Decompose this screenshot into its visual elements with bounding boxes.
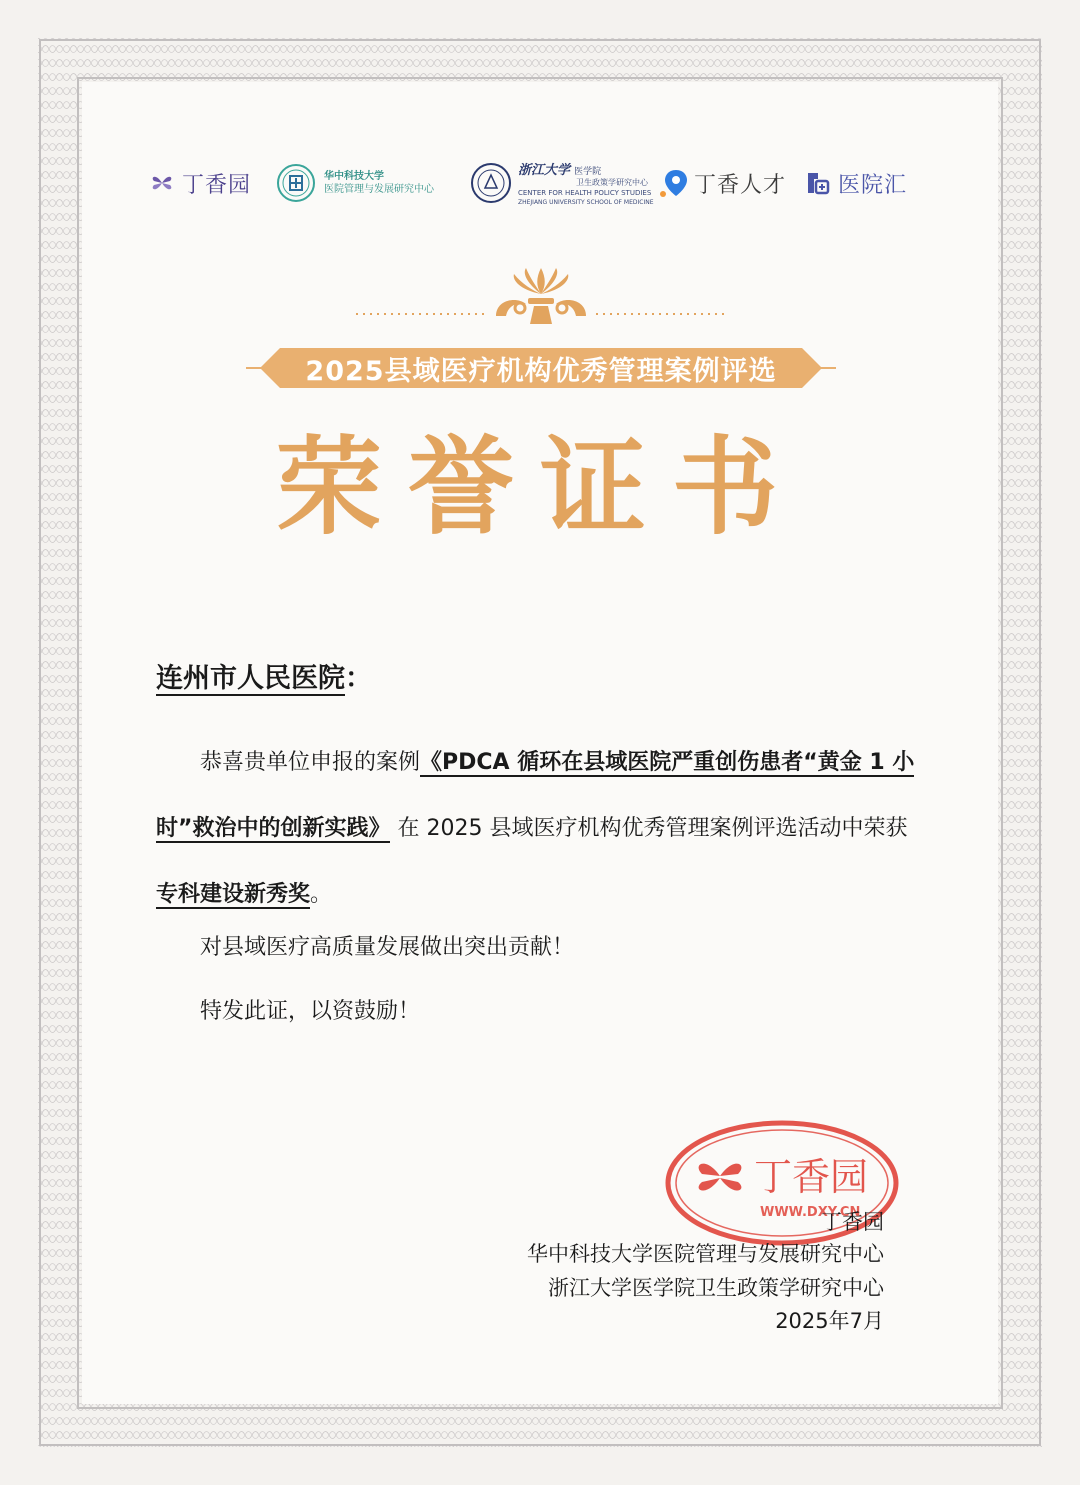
body-end: 。 — [310, 882, 333, 907]
dxy-logo-text: 丁香园 — [182, 172, 252, 198]
zju-logo-school: 医学院 — [574, 166, 602, 177]
recipient-colon: ： — [345, 663, 372, 694]
recipient-line — [156, 656, 372, 695]
signature-zju: 浙江大学医学院卫生政策学研究中心 — [548, 1276, 884, 1300]
hust-logo — [276, 156, 434, 210]
seal-flower-icon — [699, 1164, 742, 1191]
certificate-body-text — [156, 730, 916, 928]
certificate-title: 荣誉证书 — [276, 426, 804, 549]
dxy-logo — [148, 156, 251, 210]
issue-date: 2025年7月 — [775, 1309, 884, 1333]
signature-dxy: 丁香园 — [821, 1210, 884, 1234]
location-pin-icon — [658, 166, 690, 200]
encouragement-line: 特发此证，以资鼓励！ — [200, 999, 421, 1024]
zju-logo-en2: ZHEJIANG UNIVERSITY SCHOOL OF MEDICINE — [518, 198, 654, 206]
seal-url: WWW.DXY.CN — [760, 1205, 861, 1220]
seal-name: 丁香园 — [754, 1155, 869, 1199]
dxy-flower-icon — [148, 169, 176, 197]
zju-logo — [470, 156, 654, 210]
hust-emblem-icon — [276, 163, 316, 203]
dxy-talent-text: 丁香人才 — [694, 172, 787, 198]
contribution-line: 对县域医疗高质量发展做出突出贡献！ — [200, 935, 575, 960]
case-title: 《PDCA 循环在县域医院严重创伤患者“黄金 1 小时”救治中的创新实践》 — [156, 750, 915, 841]
yyh-logo-text: 医院汇 — [838, 172, 908, 198]
recipient-name: 连州市人民医院 — [156, 663, 345, 694]
palmette-ornament — [356, 262, 726, 332]
body-intro: 恭喜贵单位申报的案例 — [200, 750, 421, 775]
hospital-hub-icon — [804, 169, 832, 197]
zju-logo-en1: CENTER FOR HEALTH POLICY STUDIES — [518, 188, 652, 197]
award-name: 专科建设新秀奖 — [156, 882, 311, 907]
hust-logo-line2: 医院管理与发展研究中心 — [324, 184, 434, 195]
yyh-logo — [804, 156, 907, 210]
hust-logo-line1: 华中科技大学 — [324, 171, 384, 182]
signature-hust: 华中科技大学医院管理与发展研究中心 — [527, 1242, 884, 1266]
zju-emblem-icon — [470, 162, 512, 204]
body-mid: 在 2025 县域医疗机构优秀管理案例评选活动中荣获 — [397, 816, 908, 841]
logo-row — [148, 156, 908, 210]
zju-logo-sub: 卫生政策学研究中心 — [576, 177, 648, 187]
dxy-talent-logo — [658, 156, 786, 210]
banner-title: 2025县域医疗机构优秀管理案例评选 — [305, 355, 777, 387]
zju-logo-name: 浙江大学 — [518, 162, 571, 178]
